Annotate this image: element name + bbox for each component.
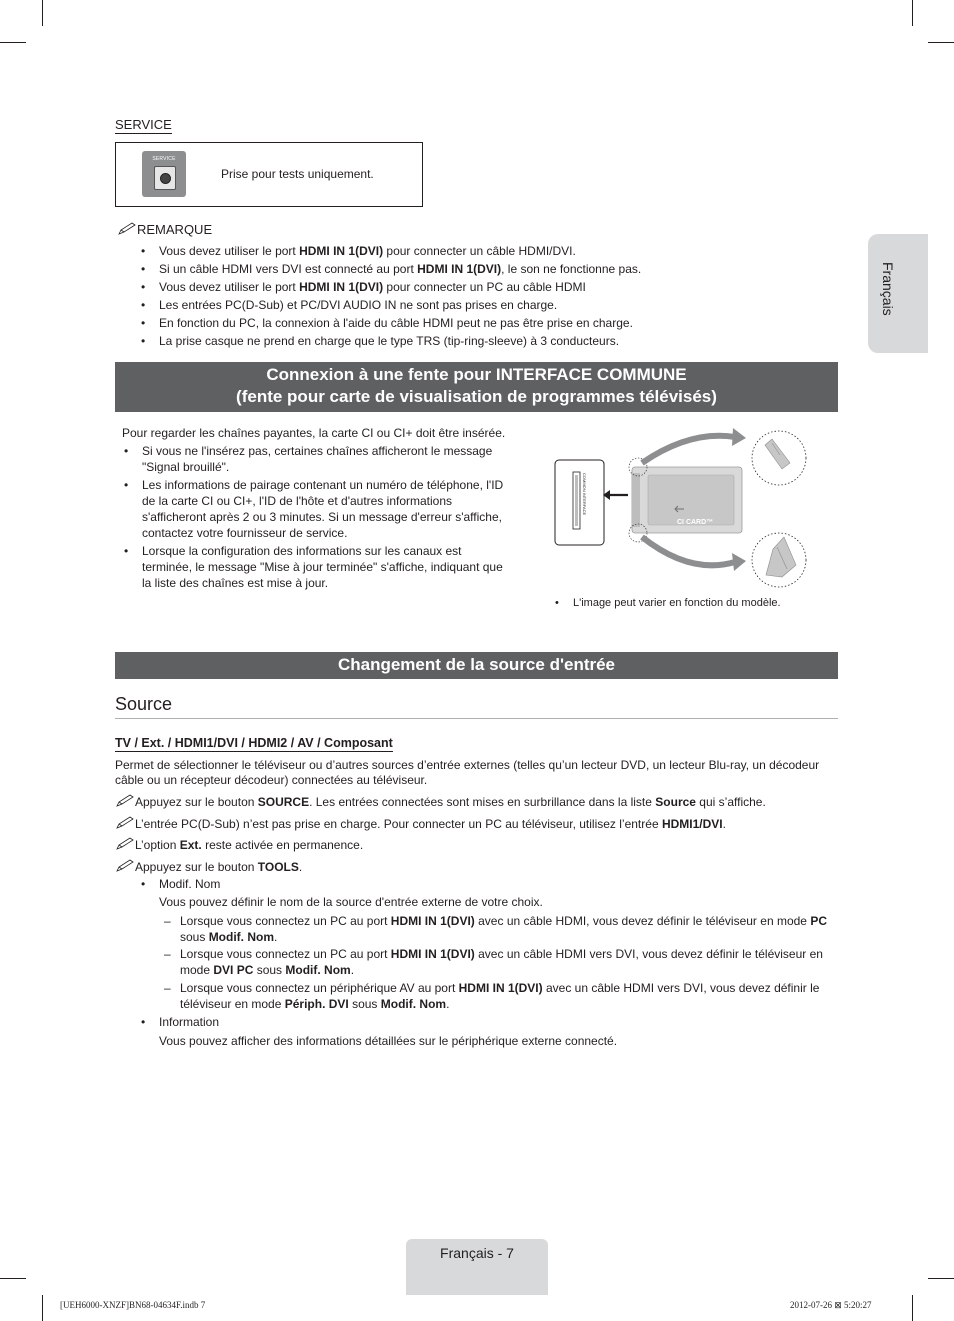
- list-item: • Vous devez utiliser le port HDMI IN 1(DVI) pour connecter un câble HDMI/DVI.: [138, 242, 818, 260]
- source-note: [115, 816, 726, 832]
- crop-mark: [928, 1278, 954, 1279]
- source-section-header: Changement de la source d'entrée: [115, 652, 838, 679]
- crop-mark: [42, 1295, 43, 1321]
- modif-nom-item: – Lorsque vous connectez un PC au port HDMI IN 1(DVI) avec un câble HDMI vers DVI, vous devez définir le téléviseur en mode DVI PC sous Modif. Nom.: [164, 946, 836, 978]
- ci-section-header: [115, 362, 838, 412]
- source-note: [115, 859, 302, 875]
- service-title: SERVICE: [115, 117, 172, 132]
- crop-mark: [0, 1278, 26, 1279]
- list-item: • Lorsque la configuration des informations sur les canaux est terminée, le message "Mise à jour terminée" s'affiche, indiquant que la liste des chaînes est mise à jour.: [121, 543, 511, 591]
- crop-mark: [912, 0, 913, 26]
- common-interface-slot-label: COMMON INTERFACE: [582, 473, 587, 516]
- modif-nom-item: – Lorsque vous connectez un PC au port HDMI IN 1(DVI) avec un câble HDMI, vous devez définir le téléviseur en mode PC sous Modif. Nom.: [164, 913, 836, 945]
- modif-nom-description: Vous pouvez définir le nom de la source d'entrée externe de votre choix.: [159, 895, 543, 909]
- crop-mark: [912, 1295, 913, 1321]
- crop-mark: [928, 42, 954, 43]
- remark-title: REMARQUE: [137, 222, 213, 237]
- source-note-text: L’entrée PC(D-Sub) n’est pas prise en charge. Pour connecter un PC au téléviseur, utilisez l’entrée HDMI1/DVI.: [135, 817, 726, 831]
- language-side-tab-label: Français: [880, 262, 896, 316]
- pencil-note-icon: [115, 816, 135, 830]
- modif-nom-title: • Modif. Nom: [138, 876, 838, 892]
- information-title: • Information: [138, 1014, 838, 1030]
- list-item: • Si vous ne l'insérez pas, certaines chaînes afficheront le message "Signal brouillé".: [121, 443, 511, 475]
- ci-caption: • L'image peut varier en fonction du modèle.: [552, 596, 822, 611]
- modif-list: [138, 876, 838, 892]
- crop-mark: [0, 42, 26, 43]
- ci-section-title-line2: (fente pour carte de visualisation de programmes télévisés): [236, 387, 717, 406]
- service-port-label: SERVICE: [152, 156, 176, 162]
- ci-card-illustration: [550, 425, 820, 595]
- list-item: • Si un câble HDMI vers DVI est connecté au port HDMI IN 1(DVI), le son ne fonctionne pas.: [138, 260, 818, 278]
- service-port-icon: [142, 151, 186, 197]
- source-note: [115, 794, 766, 810]
- print-timestamp: 2012-07-26 ⊠ 5:20:27: [790, 1300, 872, 1310]
- ci-caption-list: [552, 596, 822, 611]
- crop-mark: [42, 0, 43, 26]
- print-file-info: [UEH6000-XNZF]BN68-04634F.indb 7: [60, 1300, 206, 1310]
- source-menu-path: TV / Ext. / HDMI1/DVI / HDMI2 / AV / Composant: [115, 736, 393, 750]
- info-list: [138, 1014, 838, 1030]
- jack-icon: [154, 166, 176, 190]
- page-number: Français - 7: [440, 1245, 514, 1261]
- list-item: • Vous devez utiliser le port HDMI IN 1(DVI) pour connecter un PC au câble HDMI: [138, 278, 818, 296]
- source-note: [115, 837, 363, 853]
- remark-list: [138, 242, 818, 350]
- modif-nom-item: – Lorsque vous connectez un périphérique AV au port HDMI IN 1(DVI) avec un câble HDMI vers DVI, vous devez définir le téléviseur en mode Périph. DVI sous Modif. Nom.: [164, 980, 836, 1012]
- list-item: • Les entrées PC(D-Sub) et PC/DVI AUDIO IN ne sont pas prises en charge.: [138, 296, 818, 314]
- ci-intro: Pour regarder les chaînes payantes, la carte CI ou CI+ doit être insérée.: [122, 426, 506, 440]
- source-heading: Source: [115, 694, 173, 714]
- information-description: Vous pouvez afficher des informations détaillées sur le périphérique externe connecté.: [159, 1034, 618, 1048]
- list-item: • La prise casque ne prend en charge que le type TRS (tip-ring-sleeve) à 3 conducteurs.: [138, 332, 818, 350]
- remark-heading: [117, 222, 212, 237]
- list-item: • Les informations de pairage contenant un numéro de téléphone, l'ID de la carte CI ou CI+, l'ID de l'hôte et d'autres informations s'afficheront après 2 ou 3 minutes. Si un message d'erreur s'affiche, contactez votre fournisseur de service.: [121, 477, 511, 541]
- source-heading-rule: [115, 718, 838, 719]
- page-number-tab: [406, 1239, 548, 1295]
- pencil-note-icon: [115, 837, 135, 851]
- pencil-note-icon: [117, 222, 137, 236]
- language-side-tab: [868, 234, 928, 353]
- service-description: Prise pour tests uniquement.: [221, 167, 374, 181]
- ci-card-label: CI CARD™: [677, 519, 714, 526]
- source-note-text: Appuyez sur le bouton SOURCE. Les entrées connectées sont mises en surbrillance dans la liste Source qui s’affiche.: [135, 795, 766, 809]
- ci-bullet-list: [121, 443, 511, 593]
- source-note-text: Appuyez sur le bouton TOOLS.: [135, 860, 303, 874]
- source-note-text: L’option Ext. reste activée en permanence.: [135, 838, 364, 852]
- list-item: • En fonction du PC, la connexion à l'aide du câble HDMI peut ne pas être prise en charge.: [138, 314, 818, 332]
- pencil-note-icon: [115, 859, 135, 873]
- source-description: Permet de sélectionner le téléviseur ou d’autres sources d’entrée externes (telles qu’un lecteur DVD, un lecteur Blu-ray, un décodeur câble ou un récepteur décodeur) connectées au téléviseur.: [115, 758, 820, 787]
- ci-section-title-line1: Connexion à une fente pour INTERFACE COMMUNE: [266, 365, 687, 384]
- pencil-note-icon: [115, 794, 135, 808]
